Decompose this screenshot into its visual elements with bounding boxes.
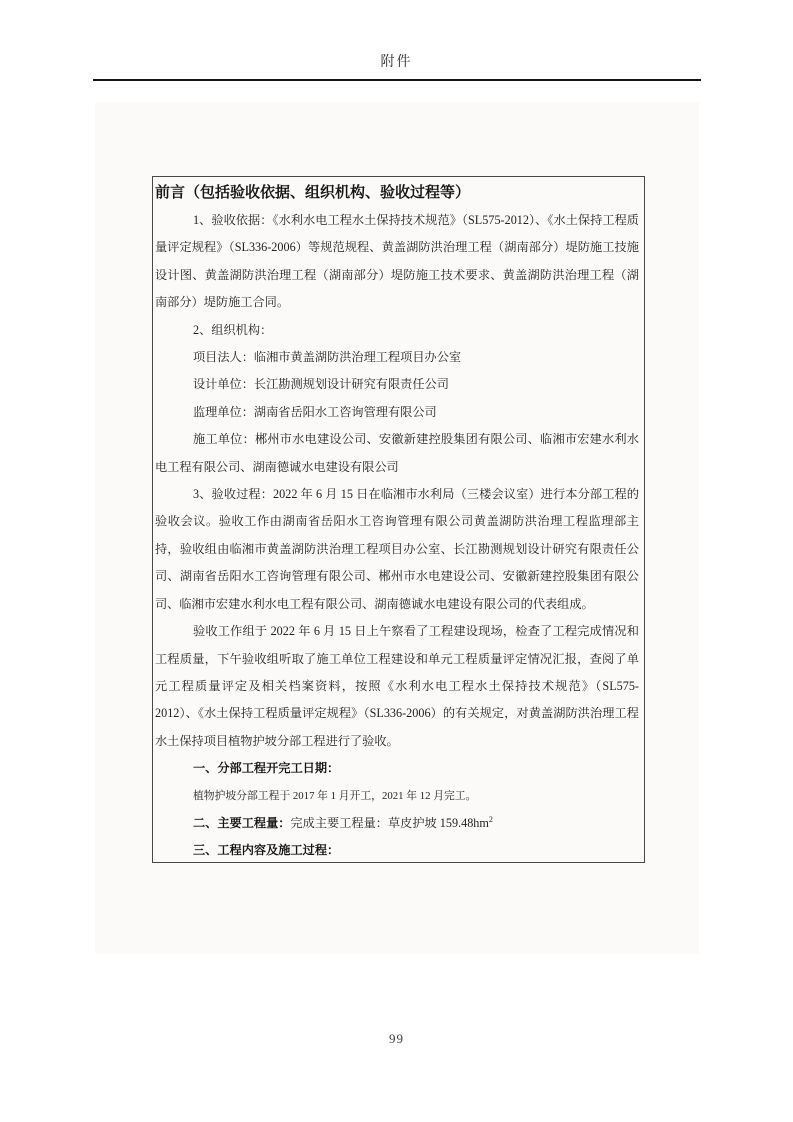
line-main-quantities [155,810,639,837]
heading-content-and-process: 三、工程内容及施工过程： [193,843,340,858]
heading-start-finish-dates: 一、分部工程开完工日期： [193,761,340,776]
page-number: 99 [389,1031,404,1046]
main-quantities-superscript: 2 [488,814,493,824]
main-quantities-value: 完成主要工程量：草皮护坡 159.48hm [290,815,489,830]
line-design-unit: 设计单位：长江勘测规划设计研究有限责任公司 [193,377,449,392]
paragraph-acceptance-basis: 1、验收依据：《水利水电工程水土保持技术规范》（SL575-2012）、《水土保持工程质量评定规程》（SL336-2006）等规范规程、黄盖湖防洪治理工程（湖南部分）堤防施工技施设计图、黄盖湖防洪治理工程（湖南部分）堤防施工技术要求、黄盖湖防洪治理工程（湖南部分）堤防施工合同。 [155,213,639,310]
paragraph-acceptance-work: 验收工作组于 2022 年 6 月 15 日上午察看了工程建设现场，检查了工程完成情况和工程质量，下午验收组听取了施工单位工程建设和单元工程质量评定情况汇报，查阅了单元工程质量评定及相关档案资料，按照《水利水电工程水土保持技术规范》（SL575-2012）、《水土保持工程质量评定规程》（SL336-2006）的有关规定，对黄盖湖防洪治理工程水土保持项目植物护坡分部工程进行了验收。 [155,624,639,748]
paragraph-construction-units: 施工单位：郴州市水电建设公司、安徽新建控股集团有限公司、临湘市宏建水利水电工程有限公司、湖南德诚水电建设有限公司 [155,432,639,474]
foreword-box [152,176,645,863]
heading-main-quantities: 二、主要工程量： [193,815,291,830]
paragraph-acceptance-process: 3、验收过程：2022 年 6 月 15 日在临湘市水利局（三楼会议室）进行本分部工程的验收会议。验收工作由湖南省岳阳水工咨询管理有限公司黄盖湖防洪治理工程监理部主持，验收组由临湘市黄盖湖防洪治理工程项目办公室、长江勘测规划设计研究有限责任公司、湖南省岳阳水工咨询管理有限公司、郴州市水电建设公司、安徽新建控股集团有限公司、临湘市宏建水利水电工程有限公司、湖南德诚水电建设有限公司的代表组成。 [155,487,639,611]
header-divider [93,79,701,81]
paragraph-organization-heading: 2、组织机构： [193,322,273,337]
line-start-finish-detail: 植物护坡分部工程于 2017 年 1 月开工，2021 年 12 月完工。 [193,789,477,802]
attachment-label: 附件 [380,55,413,70]
foreword-title: 前言（包括验收依据、组织机构、验收过程等） [155,185,471,201]
line-supervision-unit: 监理单位：湖南省岳阳水工咨询管理有限公司 [193,404,437,419]
line-project-legal-entity: 项目法人：临湘市黄盖湖防洪治理工程项目办公室 [193,350,462,365]
